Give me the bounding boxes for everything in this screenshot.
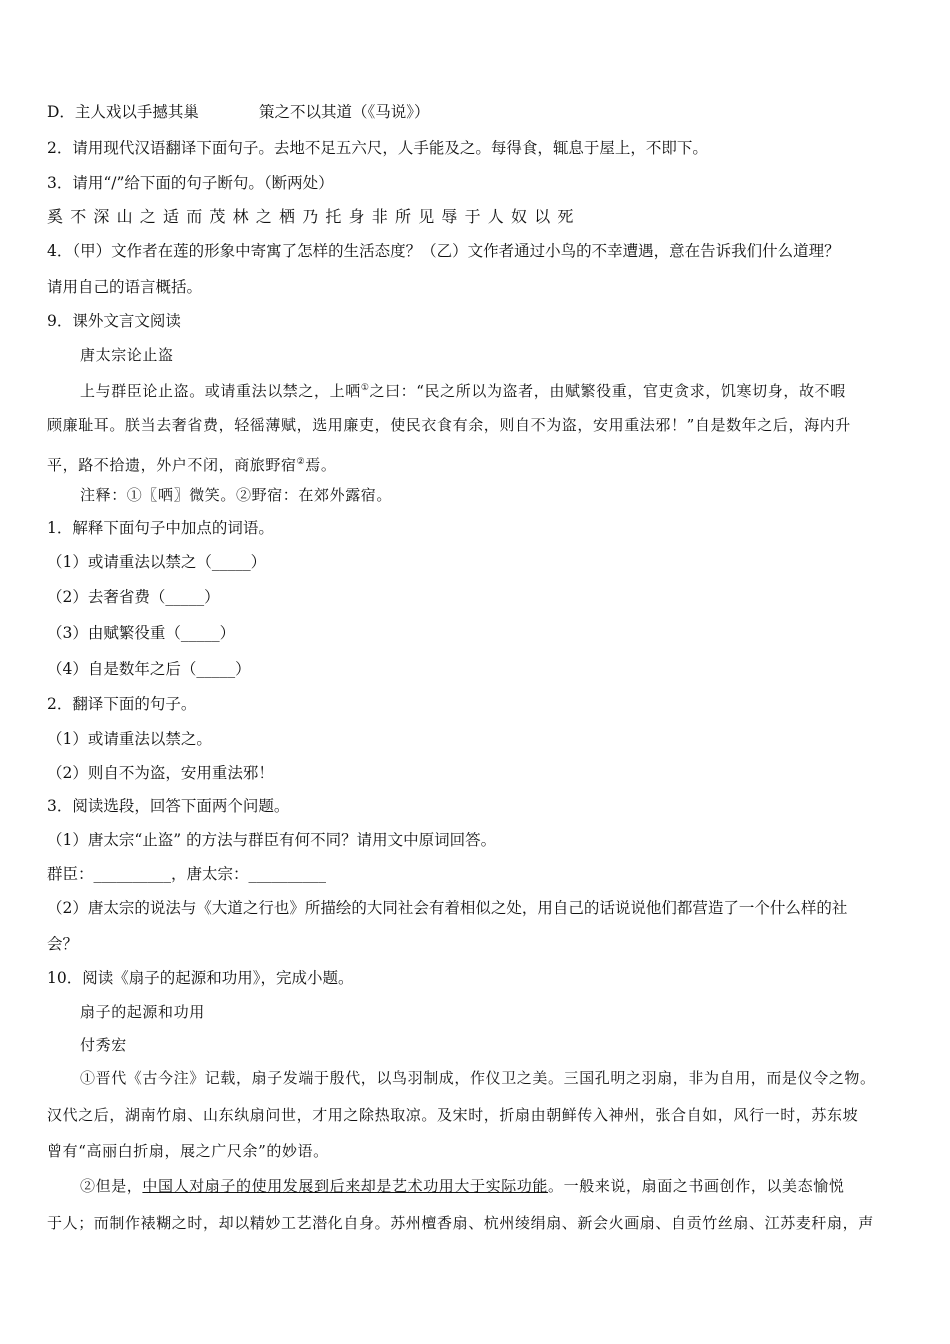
footnote-mark-1: ①: [360, 383, 370, 393]
option-d-part1: D．主人戏以手撼其巢: [47, 103, 199, 121]
s9-question-1-2: （2）去奢省费（_____）: [47, 588, 220, 606]
s9-question-2-2: （2）则自不为盗，安用重法邪！: [47, 764, 274, 782]
passage-9-line1-b: 之曰：“民之所以为盗者，由赋繁役重，官吏贪求，饥寒切身，故不暇: [369, 382, 846, 400]
passage-9-note: 注释：①〖哂〗微笑。②野宿：在郊外露宿。: [80, 486, 393, 504]
section-10-heading: 10．阅读《扇子的起源和功用》，完成小题。: [47, 969, 354, 987]
passage-9-line2: 顾廉耻耳。朕当去奢省费，轻徭薄赋，选用廉吏，使民衣食有余，则自不为盗，安用重法邪！”自是数年之后，海内升: [47, 416, 851, 434]
question-3: 3．请用“/”给下面的句子断句。（断两处）: [47, 174, 334, 192]
question-2: 2．请用现代汉语翻译下面句子。去地不足五六尺，人手能及之。每得食，辄息于屋上，不即下。: [47, 139, 708, 157]
passage-9-line3-a: 平，路不拾遗，外户不闭，商旅野宿: [47, 456, 297, 474]
section-10-title: 扇子的起源和功用: [80, 1003, 205, 1021]
option-d-part2: 策之不以其道（《马说》）: [258, 103, 430, 121]
s9-question-1-4: （4）自是数年之后（_____）: [47, 660, 251, 678]
option-d: [47, 102, 429, 122]
passage-9-line1-a: 上与群臣论止盗。或请重法以禁之，上哂: [80, 382, 361, 400]
question-4-line1: 4．（甲）文作者在莲的形象中寄寓了怎样的生活态度？（乙）文作者通过小鸟的不幸遭遇，意在告诉我们什么道理？: [47, 242, 840, 260]
passage-10-p2-pre: ②但是，: [80, 1177, 143, 1195]
passage-9-line1: [80, 378, 846, 401]
passage-9-line3: [47, 452, 336, 475]
passage-10-p1-line1: ①晋代《古今注》记载，扇子发端于殷代，以鸟羽制成，作仪卫之美。三国孔明之羽扇，非为自用，而是仪令之物。: [80, 1069, 876, 1087]
question-4-line2: 请用自己的语言概括。: [47, 278, 203, 296]
s9-question-1-1: （1）或请重法以禁之（_____）: [47, 553, 267, 571]
passage-10-p1-line2: 汉代之后，湖南竹扇、山东纨扇问世，才用之除热取凉。及宋时，折扇由朝鲜传入神州，张合自如，风行一时，苏东坡: [47, 1106, 859, 1124]
underlined-sentence: 中国人对扇子的使用发展到后来却是艺术功用大于实际功能: [142, 1177, 549, 1195]
question-3-text: 奚不深山之适而茂林之栖乃托身非所见辱于人奴以死: [47, 207, 581, 226]
passage-10-p2-post: 。一般来说，扇面之书画创作，以美态愉悦: [548, 1177, 845, 1195]
s9-question-2: 2．翻译下面的句子。: [47, 695, 197, 713]
section-9-heading: 9．课外文言文阅读: [47, 312, 181, 330]
section-9-title: 唐太宗论止盗: [80, 346, 174, 364]
s9-question-1: 1．解释下面句子中加点的词语。: [47, 519, 274, 537]
s9-question-2-1: （1）或请重法以禁之。: [47, 730, 212, 748]
s9-question-3-2-line2: 会？: [47, 935, 79, 953]
passage-10-p1-line3: 曾有“高丽白折扇，展之广尺余”的妙语。: [47, 1142, 329, 1160]
s9-question-3-2-line1: （2）唐太宗的说法与《大道之行也》所描绘的大同社会有着相似之处，用自己的话说说他们都营造了一个什么样的社: [47, 899, 848, 917]
s9-question-3-1: （1）唐太宗“止盗” 的方法与群臣有何不同？请用文中原词回答。: [47, 831, 497, 849]
passage-10-p2-line2: 于人；而制作裱糊之时，却以精妙工艺潜化自身。苏州檀香扇、杭州绫绢扇、新会火画扇、自贡竹丝扇、江苏麦秆扇，声: [47, 1214, 874, 1232]
passage-10-p2-line1: [80, 1176, 844, 1196]
section-10-author: 付秀宏: [80, 1036, 127, 1054]
s9-question-1-3: （3）由赋繁役重（_____）: [47, 624, 236, 642]
s9-question-3: 3．阅读选段，回答下面两个问题。: [47, 797, 290, 815]
passage-9-line3-b: 焉。: [305, 456, 337, 474]
footnote-mark-2: ②: [296, 457, 306, 467]
s9-question-3-blanks: 群臣：__________，唐太宗：__________: [47, 865, 327, 883]
